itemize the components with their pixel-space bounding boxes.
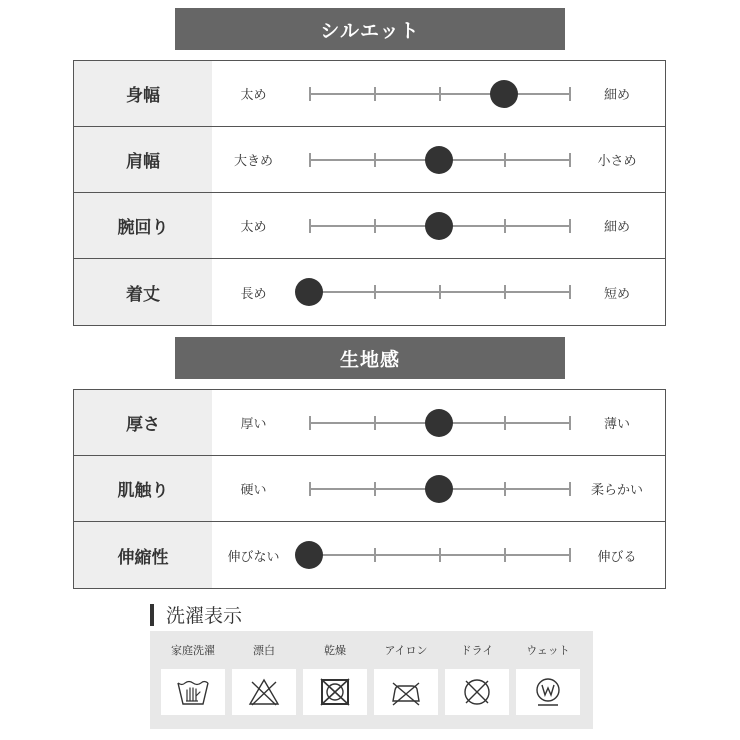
bleach-crossed-icon <box>248 677 280 707</box>
row-label: 厚さ <box>74 390 212 455</box>
table-row <box>74 61 665 127</box>
scale-tick <box>439 87 441 101</box>
laundry-item <box>374 631 438 715</box>
scale-tick <box>374 219 376 233</box>
row-label: 肌触り <box>74 456 212 521</box>
scale-tick <box>504 153 506 167</box>
scale-tick <box>374 548 376 562</box>
laundry-item <box>445 631 509 715</box>
laundry-label: ウェット <box>526 644 570 657</box>
scale-left-label: 厚い <box>240 417 267 432</box>
scale-left-label: 太め <box>240 220 267 235</box>
heading-bar <box>150 604 154 626</box>
scale-indicator-dot <box>425 146 453 174</box>
scale-tick <box>309 482 311 496</box>
fabric-header <box>175 337 565 379</box>
row-label: 着丈 <box>74 259 212 325</box>
laundry-label: 漂白 <box>253 644 275 657</box>
laundry-title: 洗濯表示 <box>166 605 243 627</box>
scale-indicator-dot <box>295 278 323 306</box>
scale-tick <box>504 482 506 496</box>
scale-tick <box>374 482 376 496</box>
scale-left-label: 硬い <box>240 483 267 498</box>
table-row <box>74 127 665 193</box>
laundry-item <box>516 631 580 715</box>
scale-tick <box>504 416 506 430</box>
wet-clean-icon <box>532 676 564 708</box>
scale-tick <box>504 285 506 299</box>
laundry-heading <box>150 601 242 628</box>
scale-indicator-dot <box>425 212 453 240</box>
tumble-dry-crossed-icon <box>319 677 351 707</box>
laundry-label: 乾燥 <box>324 644 346 657</box>
scale-tick <box>374 416 376 430</box>
scale-tick <box>374 153 376 167</box>
scale-indicator-dot <box>425 475 453 503</box>
scale-right-label: 伸びる <box>597 549 637 565</box>
scale-tick <box>504 548 506 562</box>
laundry-label: アイロン <box>384 644 428 657</box>
scale-right-label: 小さめ <box>597 154 637 169</box>
scale-right-label: 柔らかい <box>590 483 643 498</box>
scale-right-label: 細め <box>603 88 630 103</box>
silhouette-title: シルエット <box>320 19 420 42</box>
scale-tick <box>504 219 506 233</box>
row-label: 肩幅 <box>74 127 212 192</box>
silhouette-table <box>73 60 666 326</box>
scale-left-label: 大きめ <box>233 154 273 169</box>
row-label: 伸縮性 <box>74 522 212 588</box>
scale-right-label: 短め <box>603 286 630 302</box>
scale-tick <box>309 87 311 101</box>
scale-tick <box>439 285 441 299</box>
scale-right-label: 細め <box>603 220 630 235</box>
laundry-item <box>232 631 296 715</box>
scale-tick <box>309 219 311 233</box>
washtub-hand-wash-icon <box>176 677 210 707</box>
scale-indicator-dot <box>490 80 518 108</box>
scale-left-label: 伸びない <box>227 549 280 565</box>
scale-tick <box>374 87 376 101</box>
table-row <box>74 259 665 325</box>
laundry-panel <box>150 631 593 729</box>
scale-tick <box>309 416 311 430</box>
scale-tick <box>374 285 376 299</box>
scale-left-label: 太め <box>240 88 267 103</box>
fabric-title: 生地感 <box>339 348 400 371</box>
fabric-table <box>73 389 666 589</box>
laundry-label: ドライ <box>460 644 494 657</box>
row-label: 腕回り <box>74 193 212 258</box>
scale-indicator-dot <box>425 409 453 437</box>
iron-crossed-icon <box>389 677 423 707</box>
scale-tick <box>439 548 441 562</box>
scale-left-label: 長め <box>240 286 267 302</box>
scale-indicator-dot <box>295 541 323 569</box>
row-label: 身幅 <box>74 61 212 126</box>
table-row <box>74 193 665 259</box>
table-row <box>74 456 665 522</box>
scale-tick <box>309 153 311 167</box>
table-row <box>74 390 665 456</box>
laundry-label: 家庭洗濯 <box>171 644 215 657</box>
silhouette-header <box>175 8 565 50</box>
laundry-item <box>303 631 367 715</box>
scale-right-label: 薄い <box>603 417 630 432</box>
dry-clean-crossed-icon <box>461 677 493 707</box>
table-row <box>74 522 665 588</box>
laundry-item <box>161 631 225 715</box>
